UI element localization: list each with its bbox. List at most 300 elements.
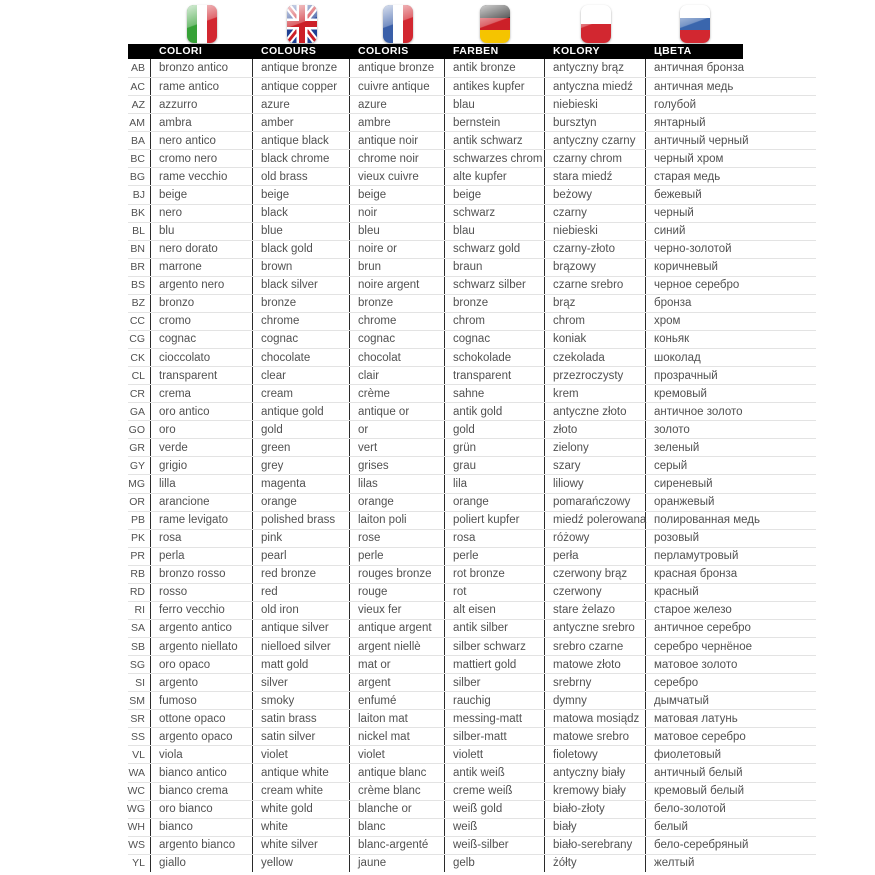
cell-de: blau	[445, 96, 545, 113]
table-row	[128, 420, 816, 438]
table-row	[128, 763, 816, 781]
cell-de: silber schwarz	[445, 638, 545, 655]
table-row	[128, 655, 816, 673]
cell-pl: przezroczysty	[545, 367, 646, 384]
row-code: BN	[128, 241, 151, 258]
cell-it: bianco	[151, 819, 253, 836]
cell-it: marrone	[151, 259, 253, 276]
cell-ru: дымчатый	[654, 694, 709, 707]
cell-de: schwarzes chrom	[445, 150, 545, 167]
cell-it: cromo	[151, 313, 253, 330]
cell-pl: srebro czarne	[545, 638, 646, 655]
cell-en: green	[253, 439, 350, 456]
cell-en: grey	[253, 457, 350, 474]
cell-pl: matowe srebro	[545, 728, 646, 745]
cell-pl: czerwony brąz	[545, 566, 646, 583]
table-row	[128, 745, 816, 763]
table-row	[128, 565, 816, 583]
cell-ru: голубой	[654, 98, 697, 111]
cell-de: antik silber	[445, 620, 545, 637]
cell-it: ferro vecchio	[151, 602, 253, 619]
cell-pl: liliowy	[545, 475, 646, 492]
cell-en: black gold	[253, 241, 350, 258]
cell-en: satin brass	[253, 710, 350, 727]
cell-pl: srebrny	[545, 674, 646, 691]
cell-ru: синий	[654, 225, 686, 238]
column-header-colours: COLOURS	[261, 45, 317, 57]
cell-de: antikes kupfer	[445, 78, 545, 95]
cell-ru: старая медь	[654, 170, 721, 183]
cell-it: oro	[151, 421, 253, 438]
table-row	[128, 384, 816, 402]
table-row	[128, 131, 816, 149]
cell-fr: nickel mat	[350, 728, 445, 745]
table-row	[128, 149, 816, 167]
cell-fr: violet	[350, 746, 445, 763]
cell-de: mattiert gold	[445, 656, 545, 673]
cell-de: rosa	[445, 530, 545, 547]
cell-ru: красная бронза	[654, 568, 738, 581]
cell-ru: античный белый	[654, 766, 743, 779]
cell-fr: blanc	[350, 819, 445, 836]
cell-ru: бело-серебряный	[654, 839, 749, 852]
cell-de: bernstein	[445, 114, 545, 131]
cell-it: oro antico	[151, 403, 253, 420]
cell-ru: красный	[654, 586, 699, 599]
table-row	[128, 222, 816, 240]
row-code: GO	[128, 421, 151, 438]
cell-de: messing-matt	[445, 710, 545, 727]
cell-de: rot bronze	[445, 566, 545, 583]
table-row	[128, 185, 816, 203]
cell-ru: серебро	[654, 676, 699, 689]
cell-pl: antyczne złoto	[545, 403, 646, 420]
cell-de: violett	[445, 746, 545, 763]
cell-en: white silver	[253, 837, 350, 854]
cell-ru: янтарный	[654, 116, 706, 129]
row-code: CG	[128, 331, 151, 348]
cell-en: cream	[253, 385, 350, 402]
flag-uk-icon	[287, 5, 317, 43]
cell-en: brown	[253, 259, 350, 276]
cell-fr: vieux fer	[350, 602, 445, 619]
cell-de: antik schwarz	[445, 132, 545, 149]
table-row	[128, 456, 816, 474]
table-row	[128, 240, 816, 258]
cell-de: braun	[445, 259, 545, 276]
cell-en: cognac	[253, 331, 350, 348]
cell-it: fumoso	[151, 692, 253, 709]
cell-pl: żółty	[545, 855, 646, 872]
column-header-kolory: KOLORY	[553, 45, 600, 57]
cell-de: silber-matt	[445, 728, 545, 745]
table-row	[128, 782, 816, 800]
flag-slot	[350, 5, 445, 43]
table-row	[128, 709, 816, 727]
cell-fr: antique blanc	[350, 764, 445, 781]
row-code: RB	[128, 566, 151, 583]
cell-ru: розовый	[654, 532, 700, 545]
cell-en: violet	[253, 746, 350, 763]
cell-it: argento opaco	[151, 728, 253, 745]
cell-ru: черный хром	[654, 152, 724, 165]
cell-pl: czarny-złoto	[545, 241, 646, 258]
row-code: VL	[128, 746, 151, 763]
cell-it: perla	[151, 548, 253, 565]
cell-pl: czarny chrom	[545, 150, 646, 167]
cell-de: sahne	[445, 385, 545, 402]
row-code: YL	[128, 855, 151, 872]
cell-ru: черный	[654, 207, 694, 220]
cell-it: argento antico	[151, 620, 253, 637]
cell-de: schokolade	[445, 349, 545, 366]
cell-en: old iron	[253, 602, 350, 619]
table-row	[128, 511, 816, 529]
cell-fr: vert	[350, 439, 445, 456]
cell-ru: матовая латунь	[654, 712, 738, 725]
cell-de: perle	[445, 548, 545, 565]
cell-de: gold	[445, 421, 545, 438]
cell-ru: коньяк	[654, 333, 690, 346]
cell-de: poliert kupfer	[445, 512, 545, 529]
cell-fr: crème blanc	[350, 783, 445, 800]
cell-de: antik weiß	[445, 764, 545, 781]
cell-fr: chocolat	[350, 349, 445, 366]
cell-it: giallo	[151, 855, 253, 872]
cell-pl: bursztyn	[545, 114, 646, 131]
cell-de: lila	[445, 475, 545, 492]
cell-ru: перламутровый	[654, 550, 739, 563]
cell-pl: czarny	[545, 205, 646, 222]
row-code: AM	[128, 114, 151, 131]
row-code: BS	[128, 277, 151, 294]
row-code: CR	[128, 385, 151, 402]
cell-it: transparent	[151, 367, 253, 384]
cell-ru: античное золото	[654, 405, 743, 418]
table-row	[128, 474, 816, 492]
row-code: OR	[128, 494, 151, 511]
cell-fr: lilas	[350, 475, 445, 492]
table-row	[128, 113, 816, 131]
cell-it: ambra	[151, 114, 253, 131]
cell-it: verde	[151, 439, 253, 456]
table-row	[128, 330, 816, 348]
row-code: MG	[128, 475, 151, 492]
cell-en: antique gold	[253, 403, 350, 420]
cell-it: bianco antico	[151, 764, 253, 781]
cell-en: white	[253, 819, 350, 836]
cell-ru: старое железо	[654, 604, 732, 617]
cell-pl: stare żelazo	[545, 602, 646, 619]
cell-it: argento	[151, 674, 253, 691]
row-code: BJ	[128, 186, 151, 203]
flag-slot	[253, 5, 350, 43]
row-code: PR	[128, 548, 151, 565]
cell-de: alte kupfer	[445, 168, 545, 185]
row-code: GA	[128, 403, 151, 420]
cell-ru: матовое золото	[654, 658, 738, 671]
cell-de: schwarz silber	[445, 277, 545, 294]
cell-ru: золото	[654, 423, 690, 436]
cell-pl: czarne srebro	[545, 277, 646, 294]
cell-en: black	[253, 205, 350, 222]
cell-ru: фиолетовый	[654, 748, 722, 761]
cell-pl: biało-serebrany	[545, 837, 646, 854]
cell-de: orange	[445, 494, 545, 511]
cell-fr: antique bronze	[350, 59, 445, 77]
cell-en: black chrome	[253, 150, 350, 167]
cell-it: rosa	[151, 530, 253, 547]
cell-en: white gold	[253, 801, 350, 818]
table-row	[128, 59, 816, 77]
table-row	[128, 691, 816, 709]
cell-pl: zielony	[545, 439, 646, 456]
flag-poland-icon	[581, 5, 611, 43]
cell-it: argento niellato	[151, 638, 253, 655]
row-code: WC	[128, 783, 151, 800]
cell-de: schwarz	[445, 205, 545, 222]
cell-de: rot	[445, 584, 545, 601]
flags-row	[151, 5, 743, 43]
table-row	[128, 547, 816, 565]
cell-fr: ambre	[350, 114, 445, 131]
row-code: SM	[128, 692, 151, 709]
flag-russia-icon	[680, 5, 710, 43]
cell-de: weiß gold	[445, 801, 545, 818]
cell-fr: vieux cuivre	[350, 168, 445, 185]
cell-it: bronzo antico	[151, 59, 253, 77]
row-code: WS	[128, 837, 151, 854]
row-code: CK	[128, 349, 151, 366]
cell-ru: серебро чернёное	[654, 640, 753, 653]
table-row	[128, 95, 816, 113]
row-code: RD	[128, 584, 151, 601]
cell-it: rame vecchio	[151, 168, 253, 185]
cell-fr: cuivre antique	[350, 78, 445, 95]
cell-it: cioccolato	[151, 349, 253, 366]
cell-pl: dymny	[545, 692, 646, 709]
column-header-coloris: COLORIS	[358, 45, 409, 57]
cell-en: antique black	[253, 132, 350, 149]
column-header-colori: COLORI	[159, 45, 203, 57]
cell-it: nero	[151, 205, 253, 222]
cell-fr: noir	[350, 205, 445, 222]
cell-fr: antique or	[350, 403, 445, 420]
header-code-spacer	[128, 44, 151, 59]
cell-it: nero antico	[151, 132, 253, 149]
table-row	[128, 673, 816, 691]
cell-en: smoky	[253, 692, 350, 709]
table-row	[128, 727, 816, 745]
table-row	[128, 366, 816, 384]
cell-en: silver	[253, 674, 350, 691]
table-row	[128, 276, 816, 294]
table-row	[128, 438, 816, 456]
cell-en: amber	[253, 114, 350, 131]
cell-pl: szary	[545, 457, 646, 474]
cell-it: rosso	[151, 584, 253, 601]
cell-de: rauchig	[445, 692, 545, 709]
cell-ru: белый	[654, 821, 688, 834]
cell-en: bronze	[253, 295, 350, 312]
cell-pl: czerwony	[545, 584, 646, 601]
cell-pl: antyczny biały	[545, 764, 646, 781]
table-body	[128, 59, 816, 872]
table-row	[128, 294, 816, 312]
cell-pl: antyczna miedź	[545, 78, 646, 95]
cell-ru: античный черный	[654, 134, 749, 147]
row-code: AZ	[128, 96, 151, 113]
cell-fr: bleu	[350, 223, 445, 240]
table-row	[128, 637, 816, 655]
row-code: BL	[128, 223, 151, 240]
cell-ru: черно-золотой	[654, 243, 732, 256]
cell-it: bianco crema	[151, 783, 253, 800]
cell-fr: clair	[350, 367, 445, 384]
cell-pl: perła	[545, 548, 646, 565]
cell-fr: noire or	[350, 241, 445, 258]
cell-fr: orange	[350, 494, 445, 511]
row-code: AB	[128, 59, 151, 77]
cell-pl: antyczny czarny	[545, 132, 646, 149]
cell-fr: antique noir	[350, 132, 445, 149]
row-code: GR	[128, 439, 151, 456]
cell-it: cromo nero	[151, 150, 253, 167]
cell-fr: mat or	[350, 656, 445, 673]
table-row	[128, 529, 816, 547]
cell-ru: полированная медь	[654, 514, 760, 527]
cell-en: antique white	[253, 764, 350, 781]
cell-en: satin silver	[253, 728, 350, 745]
table-row	[128, 854, 816, 872]
cell-fr: blanche or	[350, 801, 445, 818]
cell-fr: bronze	[350, 295, 445, 312]
cell-en: orange	[253, 494, 350, 511]
table-row	[128, 348, 816, 366]
row-code: SB	[128, 638, 151, 655]
cell-it: argento bianco	[151, 837, 253, 854]
cell-fr: grises	[350, 457, 445, 474]
cell-de: weiß	[445, 819, 545, 836]
table-row	[128, 493, 816, 511]
cell-pl: brązowy	[545, 259, 646, 276]
cell-de: alt eisen	[445, 602, 545, 619]
cell-en: yellow	[253, 855, 350, 872]
cell-it: bronzo rosso	[151, 566, 253, 583]
cell-en: matt gold	[253, 656, 350, 673]
cell-pl: fioletowy	[545, 746, 646, 763]
cell-en: polished brass	[253, 512, 350, 529]
row-code: BC	[128, 150, 151, 167]
cell-it: ottone opaco	[151, 710, 253, 727]
table-row	[128, 204, 816, 222]
cell-en: cream white	[253, 783, 350, 800]
cell-en: gold	[253, 421, 350, 438]
table-row	[128, 402, 816, 420]
row-code: GY	[128, 457, 151, 474]
cell-it: oro bianco	[151, 801, 253, 818]
row-code: PK	[128, 530, 151, 547]
cell-en: pink	[253, 530, 350, 547]
table-row	[128, 77, 816, 95]
cell-it: arancione	[151, 494, 253, 511]
cell-pl: beżowy	[545, 186, 646, 203]
cell-pl: stara miedź	[545, 168, 646, 185]
cell-ru: желтый	[654, 857, 695, 870]
row-code: SG	[128, 656, 151, 673]
column-header-farben: FARBEN	[453, 45, 499, 57]
cell-de: antik bronze	[445, 59, 545, 77]
cell-en: pearl	[253, 548, 350, 565]
cell-en: blue	[253, 223, 350, 240]
cell-pl: pomarańczowy	[545, 494, 646, 511]
cell-en: antique silver	[253, 620, 350, 637]
cell-pl: brąz	[545, 295, 646, 312]
cell-it: azzurro	[151, 96, 253, 113]
table-row	[128, 836, 816, 854]
cell-fr: chrome noir	[350, 150, 445, 167]
cell-en: clear	[253, 367, 350, 384]
flag-italy-icon	[187, 5, 217, 43]
row-code: WG	[128, 801, 151, 818]
table-header	[128, 44, 743, 59]
cell-fr: argent	[350, 674, 445, 691]
cell-pl: złoto	[545, 421, 646, 438]
cell-pl: biały	[545, 819, 646, 836]
cell-it: argento nero	[151, 277, 253, 294]
cell-de: grau	[445, 457, 545, 474]
row-code: SI	[128, 674, 151, 691]
cell-fr: noire argent	[350, 277, 445, 294]
table-row	[128, 312, 816, 330]
row-code: WH	[128, 819, 151, 836]
cell-pl: niebieski	[545, 96, 646, 113]
cell-ru: зеленый	[654, 441, 700, 454]
cell-pl: miedź polerowana	[545, 512, 646, 529]
flag-slot	[151, 5, 253, 43]
cell-pl: matowa mosiądz	[545, 710, 646, 727]
cell-it: rame antico	[151, 78, 253, 95]
cell-pl: biało-złoty	[545, 801, 646, 818]
cell-en: magenta	[253, 475, 350, 492]
cell-fr: chrome	[350, 313, 445, 330]
cell-fr: laiton mat	[350, 710, 445, 727]
cell-pl: antyczny brąz	[545, 59, 646, 77]
cell-ru: кремовый	[654, 387, 707, 400]
cell-de: schwarz gold	[445, 241, 545, 258]
cell-ru: серый	[654, 459, 688, 472]
row-code: SA	[128, 620, 151, 637]
cell-it: oro opaco	[151, 656, 253, 673]
row-code: CL	[128, 367, 151, 384]
row-code: PB	[128, 512, 151, 529]
cell-ru: античная медь	[654, 80, 734, 93]
cell-pl: chrom	[545, 313, 646, 330]
table-row	[128, 619, 816, 637]
row-code: SR	[128, 710, 151, 727]
cell-en: nielloed silver	[253, 638, 350, 655]
row-code: CC	[128, 313, 151, 330]
cell-ru: черное серебро	[654, 279, 740, 292]
flag-slot	[545, 5, 646, 43]
cell-fr: argent niellè	[350, 638, 445, 655]
cell-ru: хром	[654, 315, 681, 328]
cell-en: azure	[253, 96, 350, 113]
cell-pl: krem	[545, 385, 646, 402]
cell-it: rame levigato	[151, 512, 253, 529]
cell-en: chocolate	[253, 349, 350, 366]
cell-en: red	[253, 584, 350, 601]
